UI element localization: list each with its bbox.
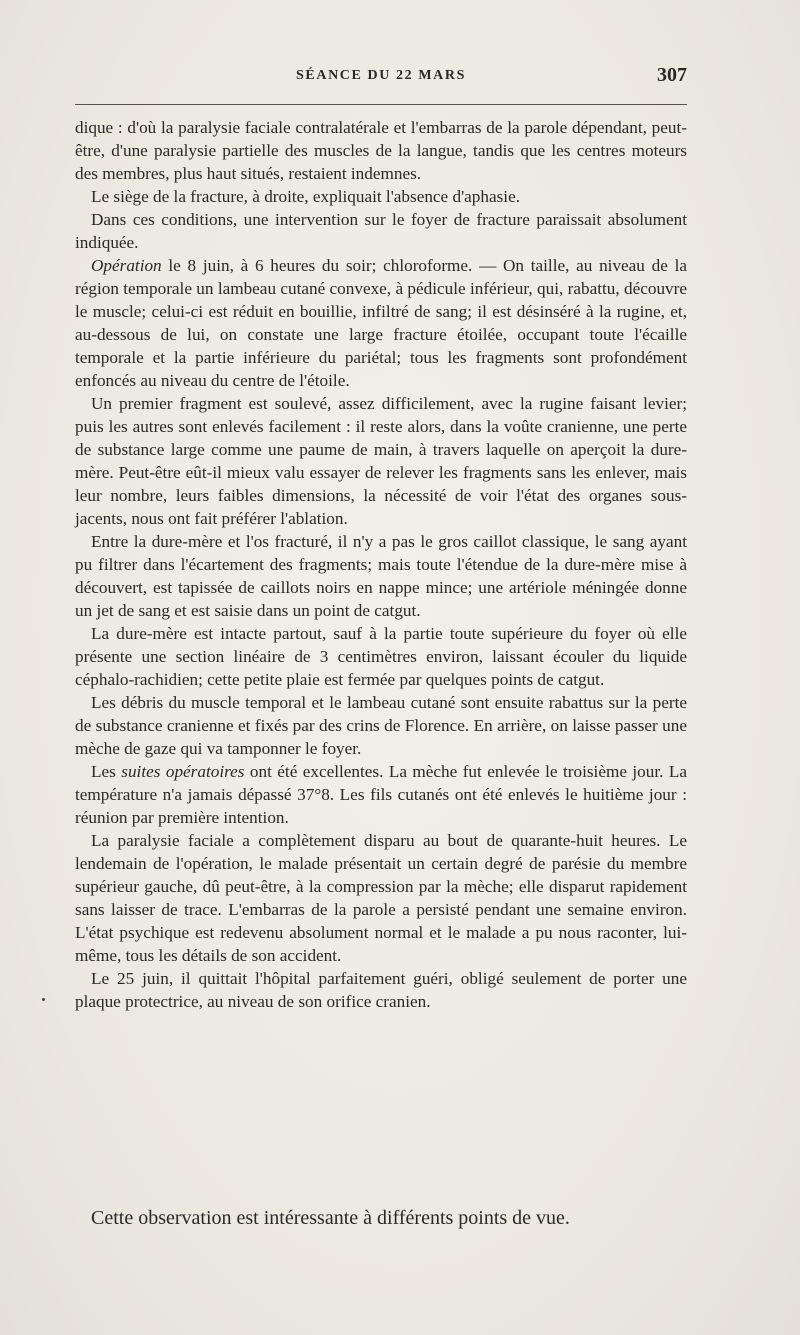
closing-sentence: Cette observation est intéressante à différents points de vue. — [91, 1207, 570, 1229]
paragraph-lead: Les — [91, 762, 122, 781]
paragraph — [75, 829, 687, 967]
paragraph-lead: Opération — [91, 256, 162, 275]
paragraph — [75, 530, 687, 622]
page-number: 307 — [657, 64, 687, 86]
paragraph-text: dique : d'où la paralysie faciale contralatérale et l'embarras de la parole dépendant, peut-être, d'une paralysie partielle des muscles de la langue, tandis que les centres moteurs des membres, plus haut situés, restaient indemnes. — [75, 118, 687, 183]
paragraph — [75, 691, 687, 760]
paragraph-text: La paralysie faciale a complètement disparu au bout de quarante-huit heures. Le lendemain de l'opération, le malade présentait un certain degré de parésie du membre supérieur gauche, dû peut-être, à la compression par la mèche; elle disparut rapidement sans laisser de trace. L'embarras de la parole a persisté pendant une semaine environ. L'état psychique est redevenu absolument normal et le malade a pu nous raconter, lui-même, tous les détails de son accident. — [75, 831, 687, 965]
paragraph-text: Un premier fragment est soulevé, assez difficilement, avec la rugine faisant levier; puis les autres sont enlevés facilement : il reste alors, dans la voûte cranienne, une perte de substance large comme une paume de main, à travers laquelle on aperçoit la dure-mère. Peut-être eût-il mieux valu essayer de relever les fragments sans les enlever, mais leur nombre, leurs faibles dimensions, la nécessité de voir l'état des organes sous-jacents, nous ont fait préférer l'ablation. — [75, 394, 687, 528]
running-title: SÉANCE DU 22 MARS — [296, 68, 466, 83]
paragraph-text: ont été excellentes. La mèche fut enlevée le troisième jour. La température n'a jamais dépassé 37°8. Les fils cutanés ont été enlevés le huitième jour : réunion par première intention. — [75, 762, 687, 827]
paragraph-text: La dure-mère est intacte partout, sauf à la partie toute supérieure du foyer où elle présente une section linéaire de 3 centimètres environ, laissant écouler du liquide céphalo-rachidien; cette petite plaie est fermée par quelques points de catgut. — [75, 624, 687, 689]
paragraph-text: Le siège de la fracture, à droite, expliquait l'absence d'aphasie. — [91, 187, 520, 206]
paragraph-lead-italic: suites opératoires — [121, 762, 245, 781]
ink-speck — [42, 998, 45, 1001]
paragraph — [75, 967, 687, 1013]
paragraph — [75, 622, 687, 691]
paragraph — [75, 208, 687, 254]
body-text — [75, 116, 687, 1013]
page-header — [75, 62, 687, 102]
paragraph-text: Le 25 juin, il quittait l'hôpital parfaitement guéri, obligé seulement de porter une plaque protectrice, au niveau de son orifice cranien. — [75, 969, 687, 1011]
paragraph-text: le 8 juin, à 6 heures du soir; chloroforme. — On taille, au niveau de la région temporale un lambeau cutané convexe, à pédicule inférieur, qui, rabattu, découvre le muscle; celui-ci est réduit en bouillie, infiltré de sang; il est désinséré à la rugine, et, au-dessous de lui, on constate une large fracture étoilée, occupant toute l'écaille temporale et la partie inférieure du pariétal; tous les fragments sont profondément enfoncés au niveau du centre de l'étoile. — [75, 256, 687, 390]
paragraph-text: Dans ces conditions, une intervention sur le foyer de fracture paraissait absolument indiquée. — [75, 210, 687, 252]
paragraph-text: Les débris du muscle temporal et le lambeau cutané sont ensuite rabattus sur la perte de substance cranienne et fixés par des crins de Florence. En arrière, on laisse passer une mèche de gaze qui va tamponner le foyer. — [75, 693, 687, 758]
paragraph — [75, 116, 687, 185]
paragraph — [75, 254, 687, 392]
paragraph-text: Entre la dure-mère et l'os fracturé, il n'y a pas le gros caillot classique, le sang ayant pu filtrer dans l'écartement des fragments; mais toute l'étendue de la dure-mère mise à découvert, est tapissée de caillots noirs en nappe mince; une artériole méningée donne un jet de sang et est saisie dans un point de catgut. — [75, 532, 687, 620]
paragraph — [75, 185, 687, 208]
paragraph — [75, 760, 687, 829]
header-rule — [75, 104, 687, 105]
paragraph — [75, 392, 687, 530]
